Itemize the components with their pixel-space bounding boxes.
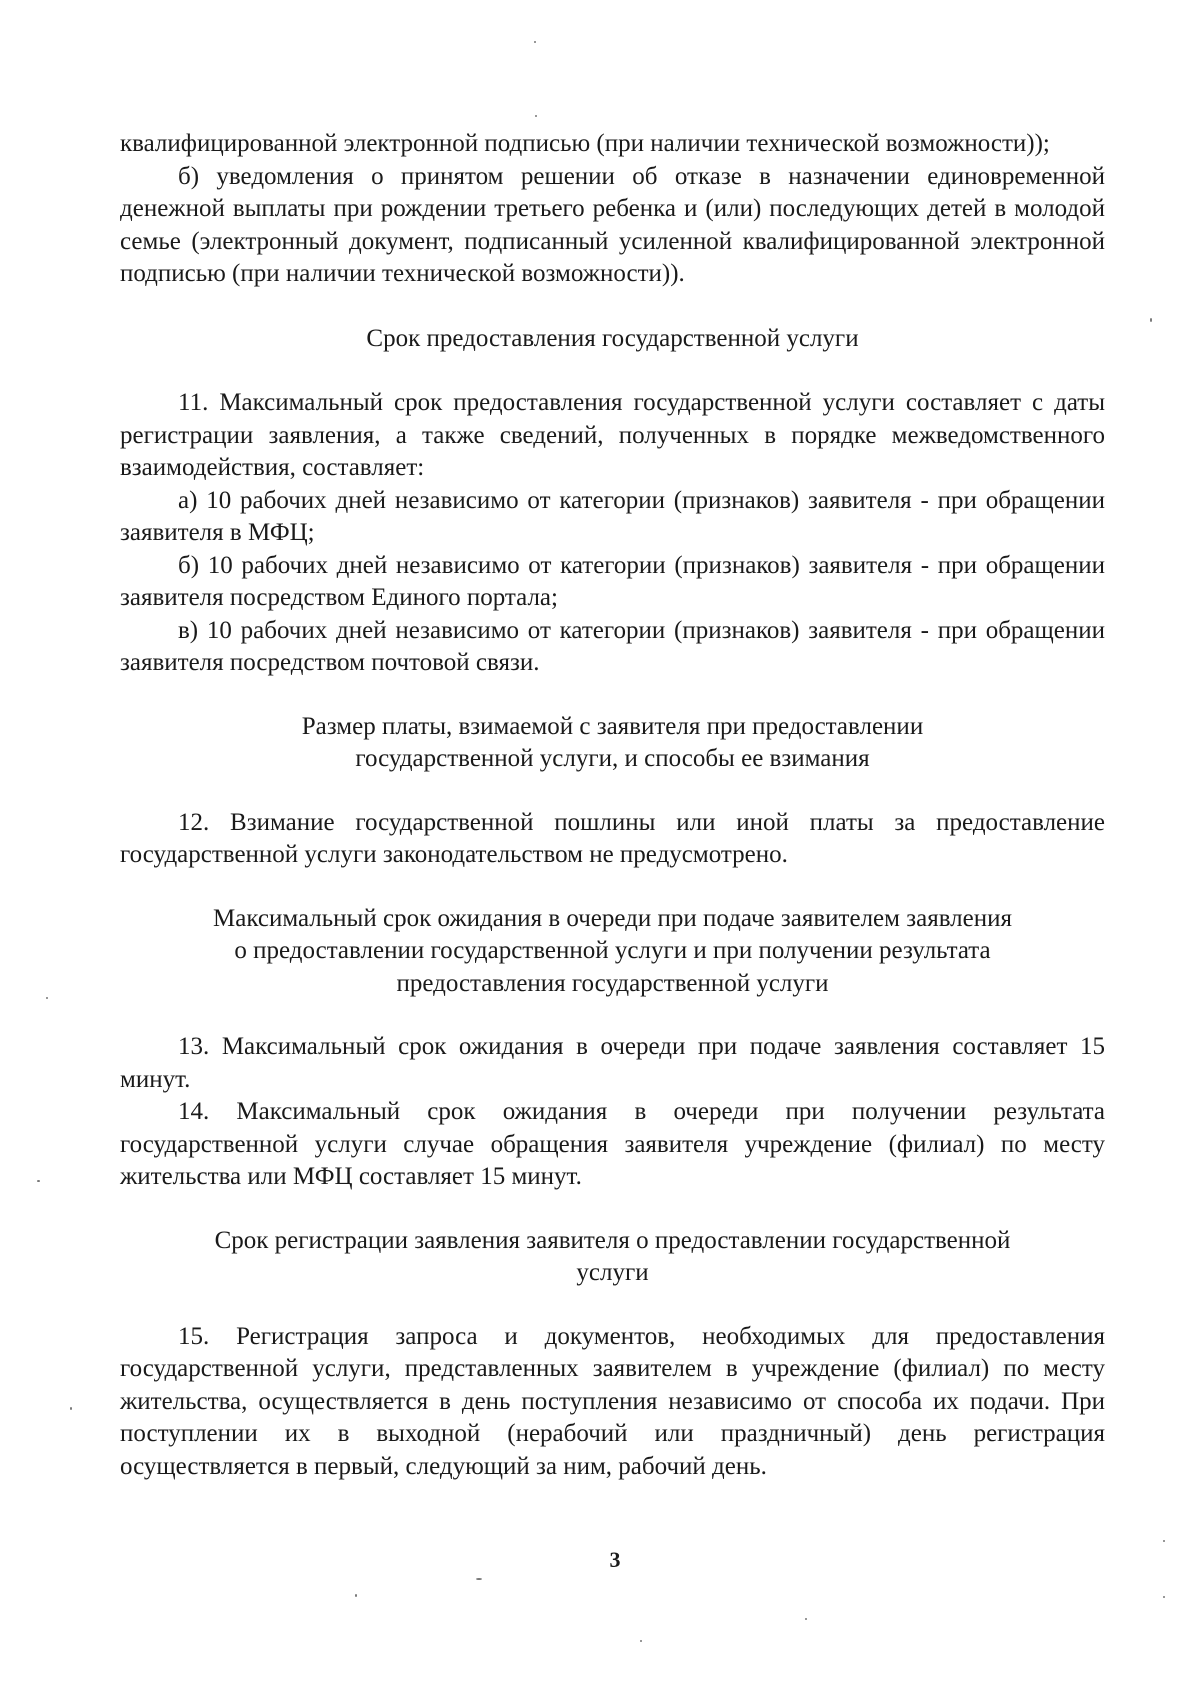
scan-speck [37,1180,40,1182]
paragraph-11-c: в) 10 рабочих дней независимо от категории (признаков) заявителя - при обращении заявителя посредством почтовой связи. [120,616,1105,676]
scan-speck [46,997,48,999]
page-content [120,128,1105,1483]
heading-queue [120,903,1105,1001]
paragraph-12: 12. Взимание государственной пошлины или иной платы за предоставление государственной услуги законодательством не предусмотрено. [120,808,1105,868]
spacer [120,872,1105,903]
heading-fee [120,711,1105,776]
heading-queue-line-1: Максимальный срок ожидания в очереди при подаче заявителем заявления [213,904,1012,932]
paragraph-14: 14. Максимальный срок ожидания в очереди при получении результата государственной услуги случае обращения заявителя учреждение (филиал) по месту жительства или МФЦ составляет 15 минут. [120,1098,1105,1190]
paragraph-13: 13. Максимальный срок ожидания в очереди при подаче заявления составляет 15 минут. [120,1033,1105,1093]
page-number: 3 [609,1547,621,1572]
scan-speck [355,1594,357,1597]
heading-registration-line-2: услуги [576,1259,649,1286]
paragraph-11-a: а) 10 рабочих дней независимо от категории (признаков) заявителя - при обращении заявителя в МФЦ; [120,486,1105,546]
intro-continuation: квалифицированной электронной подписью (при наличии технической возможности)); [120,130,1050,157]
scan-speck [70,1407,72,1410]
scan-speck [805,1618,807,1620]
scan-speck [1150,318,1152,322]
heading-registration [120,1225,1105,1290]
scan-speck [1163,1596,1165,1598]
spacer [120,291,1105,323]
heading-fee-line-2: государственной услуги, и способы ее взимания [355,745,870,772]
heading-queue-line-2: о предоставлении государственной услуги и при получении результата [234,937,991,964]
spacer [120,355,1105,387]
paragraph-11-b: б) 10 рабочих дней независимо от категории (признаков) заявителя - при обращении заявителя посредством Единого портала; [120,551,1105,611]
heading-service-term: Срок предоставления государственной услуги [366,324,859,352]
spacer [120,680,1105,711]
heading-queue-line-3: предоставления государственной услуги [396,969,829,997]
heading-registration-line-1: Срок регистрации заявления заявителя о предоставлении государственной [214,1226,1011,1254]
scan-speck [640,1640,642,1642]
spacer [120,776,1105,807]
scan-speck [535,115,537,117]
heading-fee-line-1: Размер платы, взимаемой с заявителя при предоставлении [301,712,924,740]
paragraph-11: 11. Максимальный срок предоставления государственной услуги составляет с даты регистрации заявления, а также сведений, полученных в порядке межведомственного взаимодействия, составляет: [120,389,1105,481]
paragraph-15: 15. Регистрация запроса и документов, необходимых для предоставления государственной услуги, представленных заявителем в учреждение (филиал) по месту жительства, осуществляется в день поступления независимо от способа их подачи. При поступлении их в выходной (нерабочий или праздничный) день регистрация осуществляется в первый, следующий за ним, рабочий день. [120,1322,1105,1480]
scan-speck [534,41,536,43]
item-b-notice: б) уведомления о принятом решении об отказе в назначении единовременной денежной выплаты при рождении третьего ребенка и (или) последующих детей в молодой семье (электронный документ, подписанный усиленной квалифицированной электронной подписью (при наличии технической возможности)). [120,162,1105,287]
spacer [120,1000,1105,1031]
spacer [120,1194,1105,1225]
spacer [120,1290,1105,1321]
scan-speck [1163,1540,1165,1542]
scan-speck [476,1578,482,1580]
